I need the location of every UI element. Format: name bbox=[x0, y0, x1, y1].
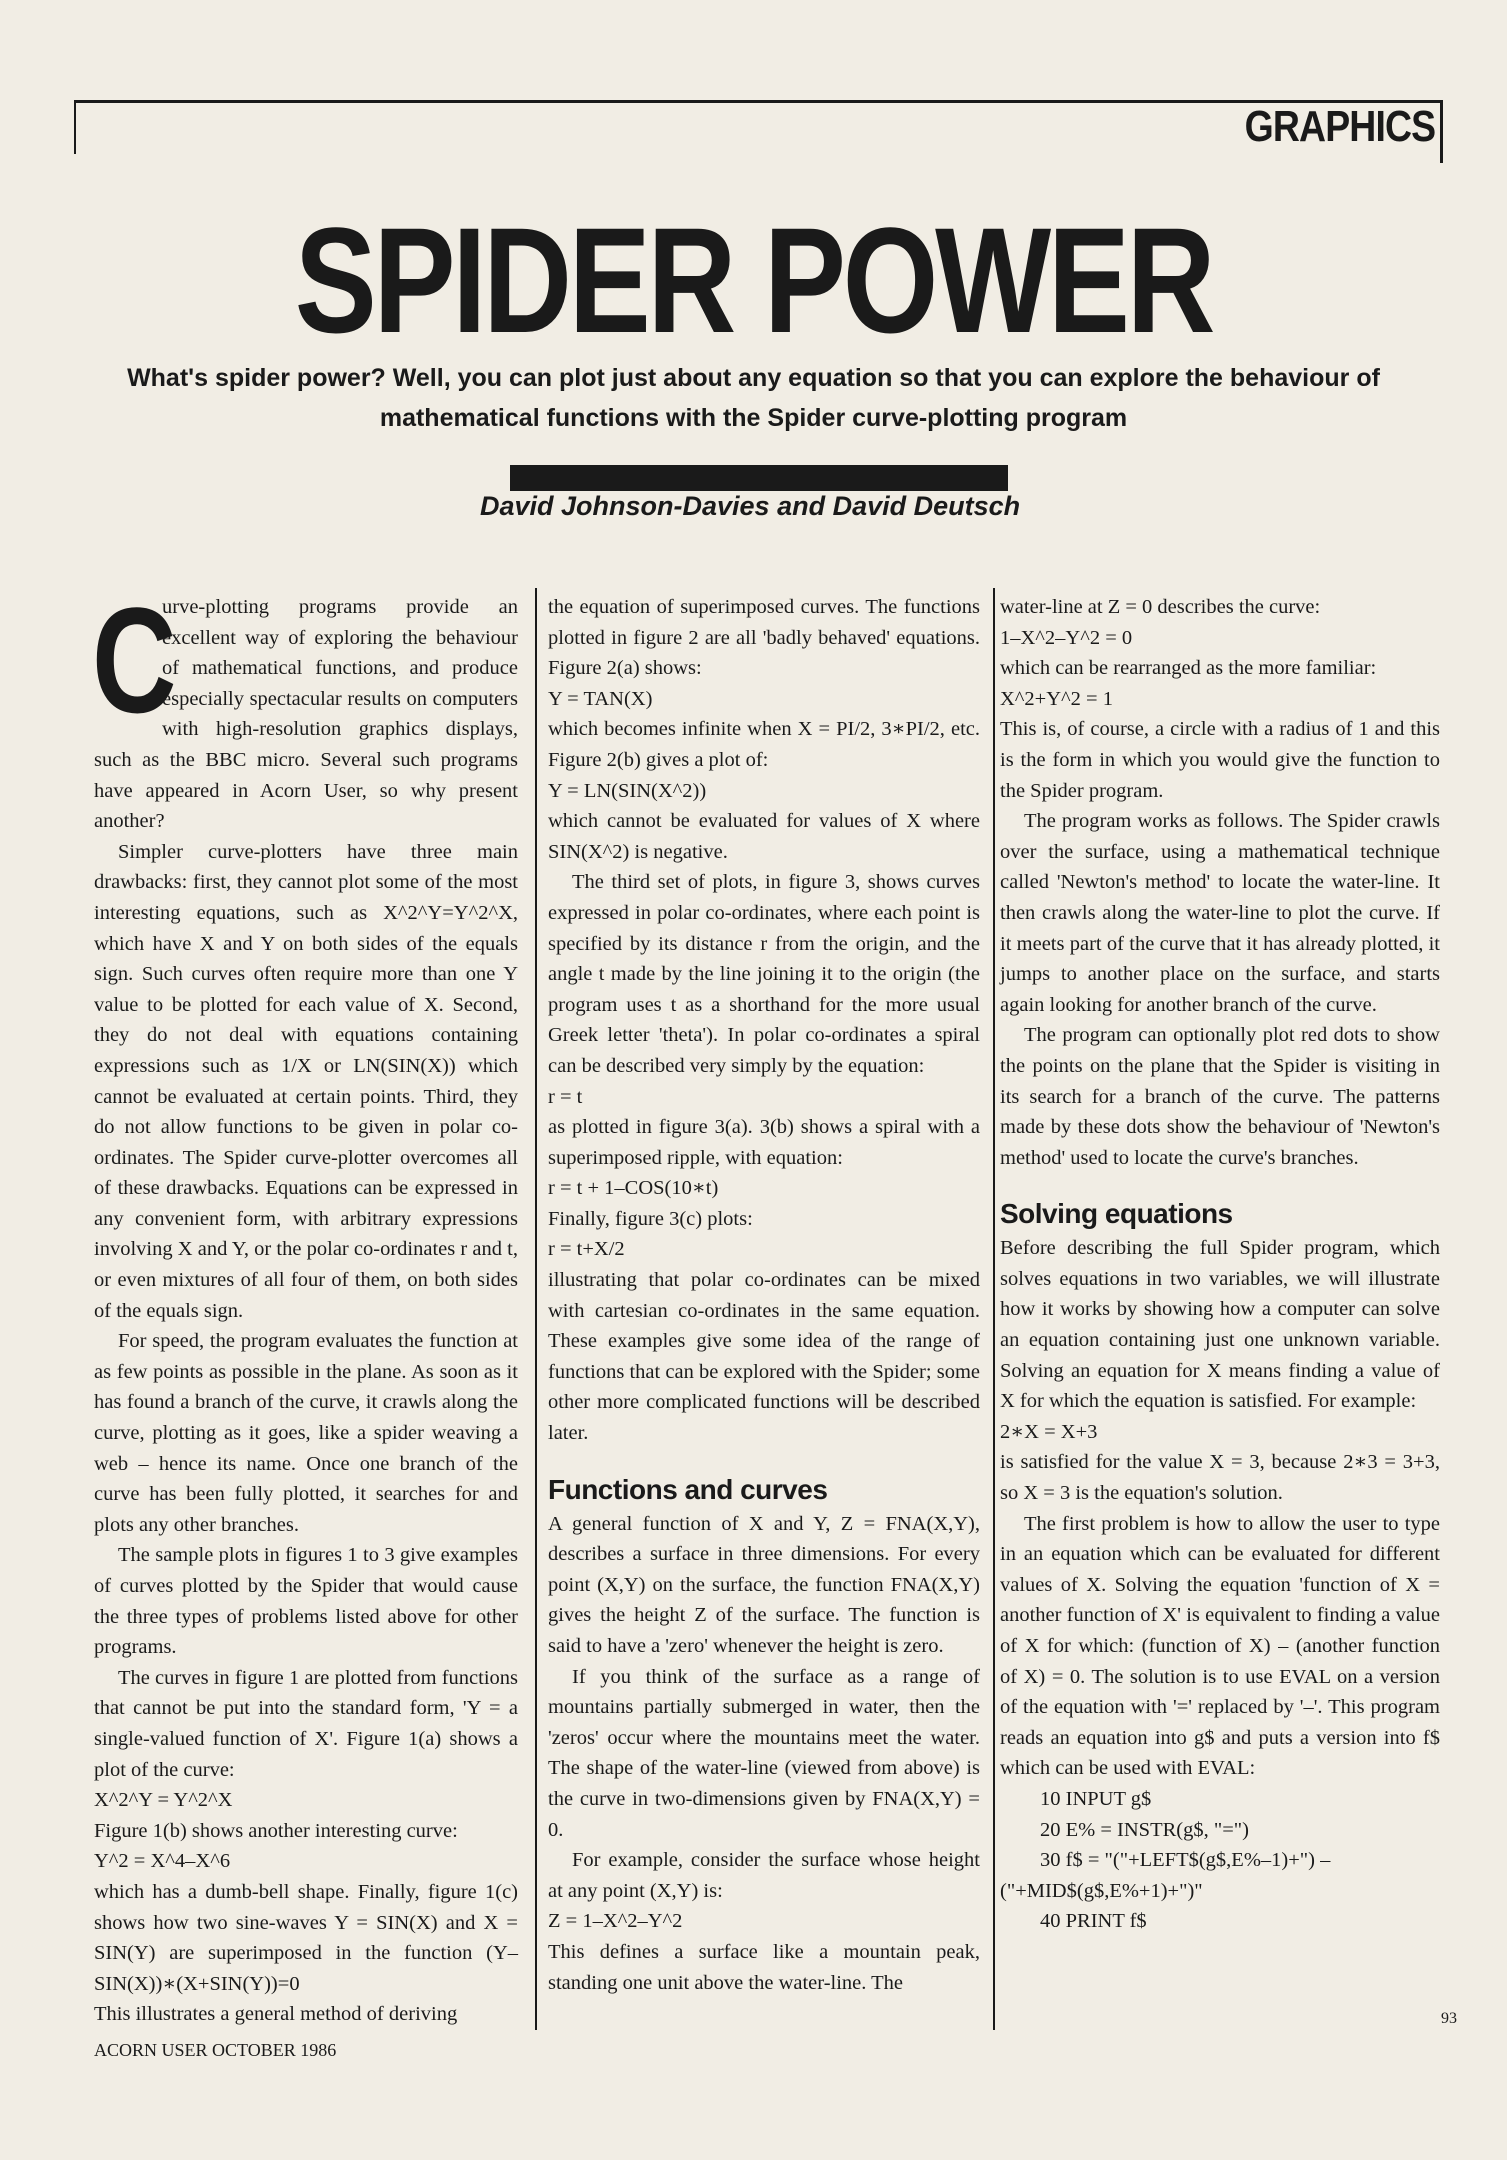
subheading: Functions and curves bbox=[548, 1473, 828, 1505]
code-line: 20 E% = INSTR(g$, "=") bbox=[1040, 1818, 1249, 1841]
equation: Y^2 = X^4–X^6 bbox=[94, 1850, 231, 1873]
paragraph: which can be rearranged as the more familiar: bbox=[1000, 657, 1377, 680]
equation: 2∗X = X+3 bbox=[1000, 1420, 1098, 1443]
paragraph: illustrating that polar co-ordinates can be mixed with cartesian co-ordinates in the same equation. These examples give some idea of the range of functions that can be explored with the Spider; some other more complicated functions will be described later. bbox=[548, 1269, 980, 1445]
section-label: GRAPHICS bbox=[1244, 102, 1435, 151]
paragraph: Finally, figure 3(c) plots: bbox=[548, 1207, 753, 1230]
paragraph: For speed, the program evaluates the function at as few points as possible in the plane. As soon as it has found a branch of the curve, it crawls along the curve, plotting as it goes, like a spider weaving a web – hence its name. Once one branch of the curve has been fully plotted, it searches for and plots any other branches. bbox=[94, 1330, 518, 1536]
paragraph: C urve-plotting programs provide an excellent way of exploring the behaviour of mathematical functions, and produce especially spectacular results on computers with high-resolution graphics displays, such as the BBC micro. Several such programs have appeared in Acorn User, so why present another? bbox=[92, 576, 518, 833]
paragraph: The sample plots in figures 1 to 3 give examples of curves plotted by the Spider that would cause the three types of problems listed above for other programs. bbox=[94, 1544, 518, 1659]
paragraph: For example, consider the surface whose height at any point (X,Y) is: bbox=[548, 1849, 980, 1902]
byline-bar bbox=[510, 465, 1008, 491]
paragraph: which becomes infinite when X = PI/2, 3∗PI/2, etc. Figure 2(b) gives a plot of: bbox=[548, 718, 980, 771]
subheading: Solving equations bbox=[1000, 1198, 1233, 1230]
paragraph: Simpler curve-plotters have three main drawbacks: first, they cannot plot some of the most interesting equations, such as X^2^Y=Y^2^X, which have X and Y on both sides of the equals sign. Such curves often require more than one Y value to be plotted for each value of X. Second, they do not deal with equations containing expressions such as 1/X or LN(SIN(X)) which cannot be evaluated at certain points. Third, they do not allow functions to be given in polar co-ordinates. The Spider curve-plotter overcomes all of these drawbacks. Equations can be expressed in any convenient form, with arbitrary expressions involving X and Y, or the polar co-ordinates r and t, or even mixtures of all four of them, on both sides of the equals sign. bbox=[94, 840, 518, 1322]
equation: X^2+Y^2 = 1 bbox=[1000, 687, 1113, 710]
equation: X^2^Y = Y^2^X bbox=[94, 1789, 233, 1812]
paragraph: This defines a surface like a mountain peak, standing one unit above the water-line. The bbox=[548, 1940, 980, 1994]
equation: r = t+X/2 bbox=[548, 1238, 625, 1261]
paragraph: If you think of the surface as a range of mountains partially submerged in water, then the 'zeros' occur where the mountains meet the water. The shape of the water-line (viewed from above) is the curve in two-dimensions given by FNA(X,Y) = 0. bbox=[548, 1665, 980, 1841]
equation: 1–X^2–Y^2 = 0 bbox=[1000, 626, 1133, 649]
paragraph: water-line at Z = 0 describes the curve: bbox=[1000, 596, 1321, 618]
article-standfirst: What's spider power? Well, you can plot just about any equation so that you can explore the behaviour of mathematical functions with the Spider curve-plotting program bbox=[127, 364, 1380, 432]
page-number: 93 bbox=[1441, 2010, 1457, 2027]
paragraph: Figure 1(b) shows another interesting curve: bbox=[94, 1819, 458, 1842]
paragraph: The curves in figure 1 are plotted from functions that cannot be put into the standard form, 'Y = a single-valued function of X'. Figure 1(a) shows a plot of the curve: bbox=[94, 1666, 518, 1781]
paragraph: A general function of X and Y, Z = FNA(X,Y), describes a surface in three dimensions. For every point (X,Y) on the surface, the function FNA(X,Y) gives the height Z of the surface. The function is said to have a 'zero' whenever the height is zero. bbox=[548, 1512, 980, 1657]
column-2 bbox=[548, 592, 980, 1998]
equation: Z = 1–X^2–Y^2 bbox=[548, 1910, 683, 1933]
header-frame bbox=[74, 100, 1443, 163]
equation: Y = LN(SIN(X^2)) bbox=[548, 779, 707, 802]
paragraph: the equation of superimposed curves. The functions plotted in figure 2 are all 'badly behaved' equations. Figure 2(a) shows: bbox=[548, 596, 980, 680]
footer-publication: ACORN USER OCTOBER 1986 bbox=[94, 2040, 337, 2060]
paragraph: is satisfied for the value X = 3, because 2∗3 = 3+3, so X = 3 is the equation's solution. bbox=[1000, 1451, 1440, 1505]
paragraph: The program can optionally plot red dots to show the points on the plane that the Spider is visiting in its search for a branch of the curve. The patterns made by these dots show the behaviour of 'Newton's method' used to locate the curve's branches. bbox=[1000, 1024, 1440, 1169]
paragraph: which has a dumb-bell shape. Finally, figure 1(c) shows how two sine-waves Y = SIN(X) and X = SIN(Y) are superimposed in the function (Y–SIN(X))∗(X+SIN(Y))=0 bbox=[94, 1880, 518, 1995]
equation: r = t + 1–COS(10∗t) bbox=[548, 1177, 719, 1200]
equation: Y = TAN(X) bbox=[548, 687, 653, 710]
header-frame-left bbox=[74, 100, 76, 154]
code-line: 40 PRINT f$ bbox=[1040, 1910, 1147, 1933]
paragraph: This is, of course, a circle with a radius of 1 and this is the form in which you would give the function to the Spider program. bbox=[1000, 718, 1440, 802]
code-line: 30 f$ = "("+LEFT$(g$,E%–1)+") – bbox=[1040, 1849, 1331, 1872]
column-3 bbox=[1000, 592, 1440, 1937]
paragraph: as plotted in figure 3(a). 3(b) shows a spiral with a superimposed ripple, with equation: bbox=[548, 1116, 980, 1169]
paragraph: which cannot be evaluated for values of X where SIN(X^2) is negative. bbox=[548, 810, 980, 863]
paragraph: The program works as follows. The Spider crawls over the surface, using a mathematical technique called 'Newton's method' to locate the water-line. It then crawls along the water-line to plot the curve. If it meets part of the curve that it has already plotted, it jumps to another place on the surface, and starts again looking for another branch of the curve. bbox=[1000, 810, 1440, 1016]
column-rule-1 bbox=[535, 588, 537, 2030]
code-line: ("+MID$(g$,E%+1)+")" bbox=[1000, 1879, 1203, 1902]
paragraph: The first problem is how to allow the user to type in an equation which can be evaluated for different values of X. Solving the equation 'function of X = another function of X' is equivalent to finding a value of X for which: (function of X) – (another function of X) = 0. The solution is to use EVAL on a version of the equation with '=' replaced by '–'. This program reads an equation into g$ and puts a version into f$ which can be used with EVAL: bbox=[1000, 1512, 1440, 1780]
byline: David Johnson-Davies and David Deutsch bbox=[480, 491, 1021, 521]
paragraph: This illustrates a general method of deriving bbox=[94, 2003, 458, 2026]
paragraph: The third set of plots, in figure 3, shows curves expressed in polar co-ordinates, where each point is specified by its distance r from the origin, and the angle t made by the line joining it to the origin (the program uses t as a shorthand for the more usual Greek letter 'theta'). In polar co-ordinates a spiral can be described very simply by the equation: bbox=[548, 871, 980, 1077]
article-title: SPIDER POWER bbox=[294, 196, 1213, 364]
drop-cap: C bbox=[92, 576, 177, 744]
code-line: 10 INPUT g$ bbox=[1040, 1787, 1152, 1810]
paragraph: Before describing the full Spider program, which solves equations in two variables, we will illustrate how it works by showing how a computer can solve an equation containing just one unknown variable. Solving an equation for X means finding a value of X for which the equation is satisfied. For example: bbox=[1000, 1237, 1440, 1413]
equation: r = t bbox=[548, 1085, 583, 1108]
column-1 bbox=[92, 576, 518, 2030]
column-rule-2 bbox=[993, 588, 995, 2030]
